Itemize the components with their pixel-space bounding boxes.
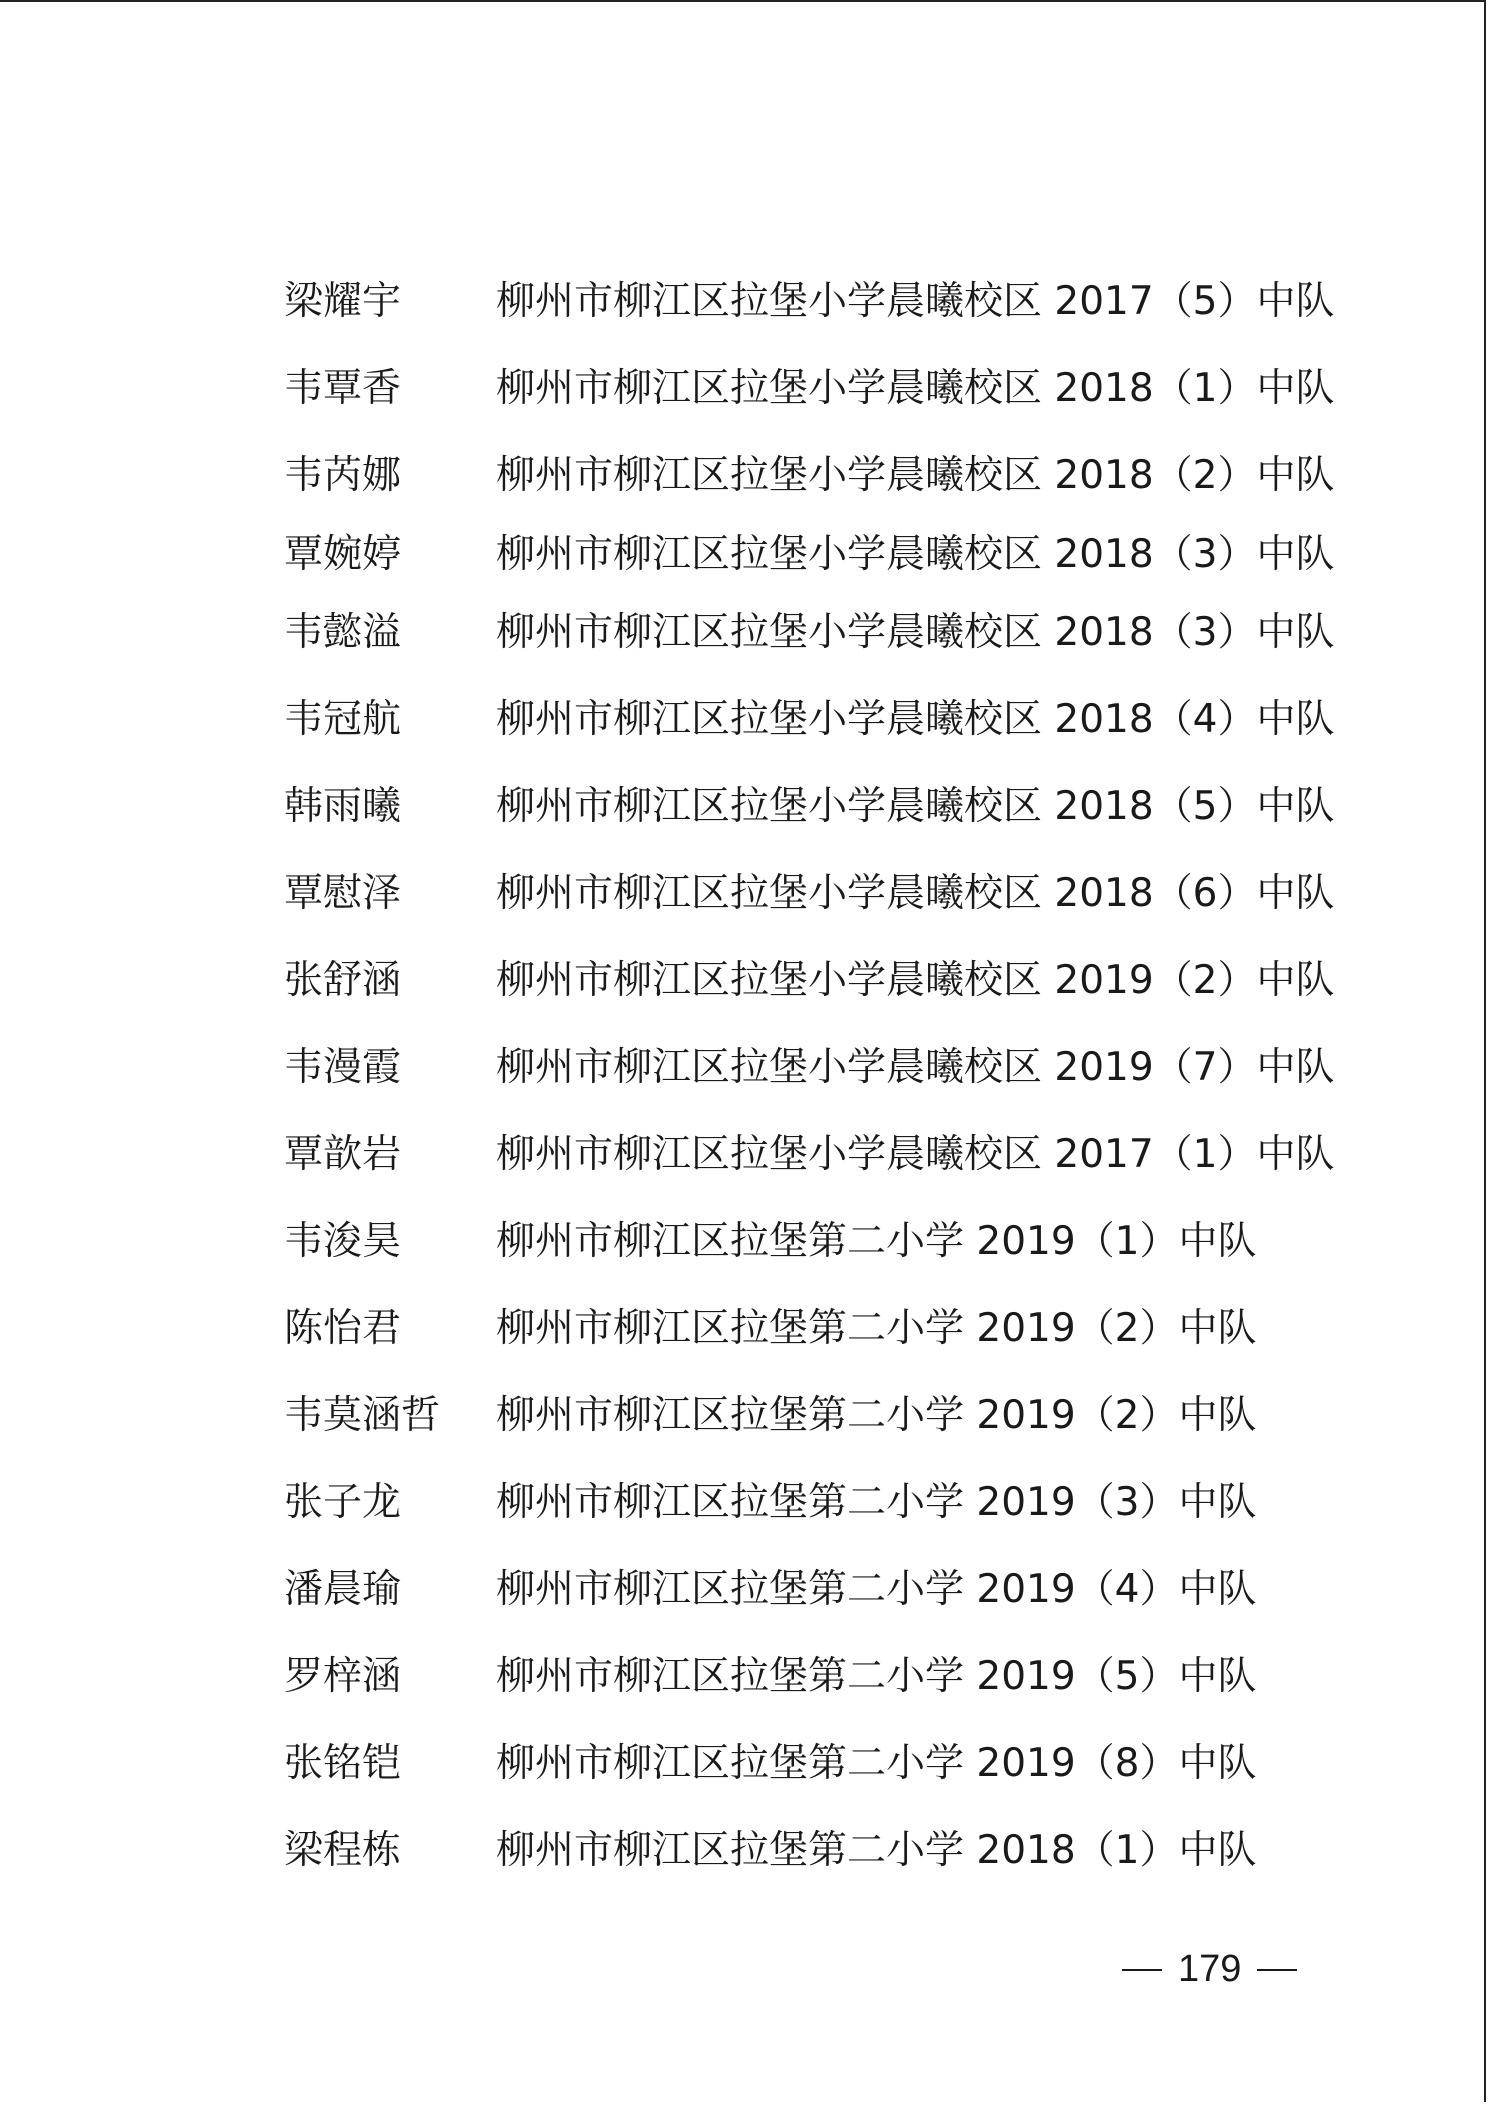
list-item <box>284 1730 1256 1790</box>
student-name: 韩雨曦 <box>284 784 402 829</box>
list-item <box>284 1295 1256 1355</box>
list-item <box>284 442 1334 502</box>
list-item <box>284 947 1334 1007</box>
student-name: 张舒涵 <box>284 958 402 1003</box>
list-item <box>284 599 1334 659</box>
student-name: 梁耀宇 <box>284 279 402 324</box>
student-name: 韦芮娜 <box>284 453 402 498</box>
footer-dash-left <box>1122 1969 1162 1971</box>
student-name: 韦漫霞 <box>284 1045 402 1090</box>
student-name: 陈怡君 <box>284 1306 402 1351</box>
list-item <box>284 1382 1256 1442</box>
student-name: 梁程栋 <box>284 1828 402 1873</box>
list-item <box>284 686 1334 746</box>
school-unit: 柳州市柳江区拉堡小学晨曦校区 2019（7）中队 <box>496 1045 1335 1090</box>
school-unit: 柳州市柳江区拉堡第二小学 2019（2）中队 <box>496 1306 1257 1351</box>
school-unit: 柳州市柳江区拉堡小学晨曦校区 2018（4）中队 <box>496 697 1335 742</box>
school-unit: 柳州市柳江区拉堡第二小学 2019（1）中队 <box>496 1219 1257 1264</box>
list-item <box>284 1556 1256 1616</box>
school-unit: 柳州市柳江区拉堡小学晨曦校区 2018（6）中队 <box>496 871 1335 916</box>
page-footer <box>1122 1948 1297 1991</box>
list-item <box>284 773 1334 833</box>
list-item <box>284 1817 1256 1877</box>
student-name: 罗梓涵 <box>284 1654 402 1699</box>
student-name: 张铭铠 <box>284 1741 402 1786</box>
school-unit: 柳州市柳江区拉堡小学晨曦校区 2018（5）中队 <box>496 784 1335 829</box>
school-unit: 柳州市柳江区拉堡小学晨曦校区 2019（2）中队 <box>496 958 1335 1003</box>
student-name: 韦浚昊 <box>284 1219 402 1264</box>
list-item <box>284 1469 1256 1529</box>
student-name: 覃慰泽 <box>284 871 402 916</box>
student-name: 韦莫涵哲 <box>284 1393 441 1438</box>
list-item <box>284 860 1334 920</box>
list-item <box>284 355 1334 415</box>
footer-dash-right <box>1257 1969 1297 1971</box>
list-item <box>284 268 1334 328</box>
student-name: 覃婉婷 <box>284 532 402 577</box>
school-unit: 柳州市柳江区拉堡第二小学 2019（5）中队 <box>496 1654 1257 1699</box>
school-unit: 柳州市柳江区拉堡第二小学 2019（3）中队 <box>496 1480 1257 1525</box>
school-unit: 柳州市柳江区拉堡小学晨曦校区 2018（1）中队 <box>496 366 1335 411</box>
student-name: 张子龙 <box>284 1480 402 1525</box>
school-unit: 柳州市柳江区拉堡第二小学 2019（4）中队 <box>496 1567 1257 1612</box>
school-unit: 柳州市柳江区拉堡第二小学 2019（8）中队 <box>496 1741 1257 1786</box>
list-item <box>284 521 1334 581</box>
student-name: 韦覃香 <box>284 366 402 411</box>
list-item <box>284 1121 1334 1181</box>
page-number: 179 <box>1178 1948 1242 1990</box>
student-name: 韦懿溢 <box>284 610 402 655</box>
student-name: 韦冠航 <box>284 697 402 742</box>
list-item <box>284 1034 1334 1094</box>
school-unit: 柳州市柳江区拉堡小学晨曦校区 2018（3）中队 <box>496 610 1335 655</box>
school-unit: 柳州市柳江区拉堡小学晨曦校区 2018（2）中队 <box>496 453 1335 498</box>
list-item <box>284 1643 1256 1703</box>
school-unit: 柳州市柳江区拉堡小学晨曦校区 2018（3）中队 <box>496 532 1335 577</box>
school-unit: 柳州市柳江区拉堡第二小学 2018（1）中队 <box>496 1828 1257 1873</box>
student-name: 覃歆岩 <box>284 1132 402 1177</box>
student-name: 潘晨瑜 <box>284 1567 402 1612</box>
list-item <box>284 1208 1256 1268</box>
school-unit: 柳州市柳江区拉堡第二小学 2019（2）中队 <box>496 1393 1257 1438</box>
school-unit: 柳州市柳江区拉堡小学晨曦校区 2017（1）中队 <box>496 1132 1335 1177</box>
school-unit: 柳州市柳江区拉堡小学晨曦校区 2017（5）中队 <box>496 279 1335 324</box>
